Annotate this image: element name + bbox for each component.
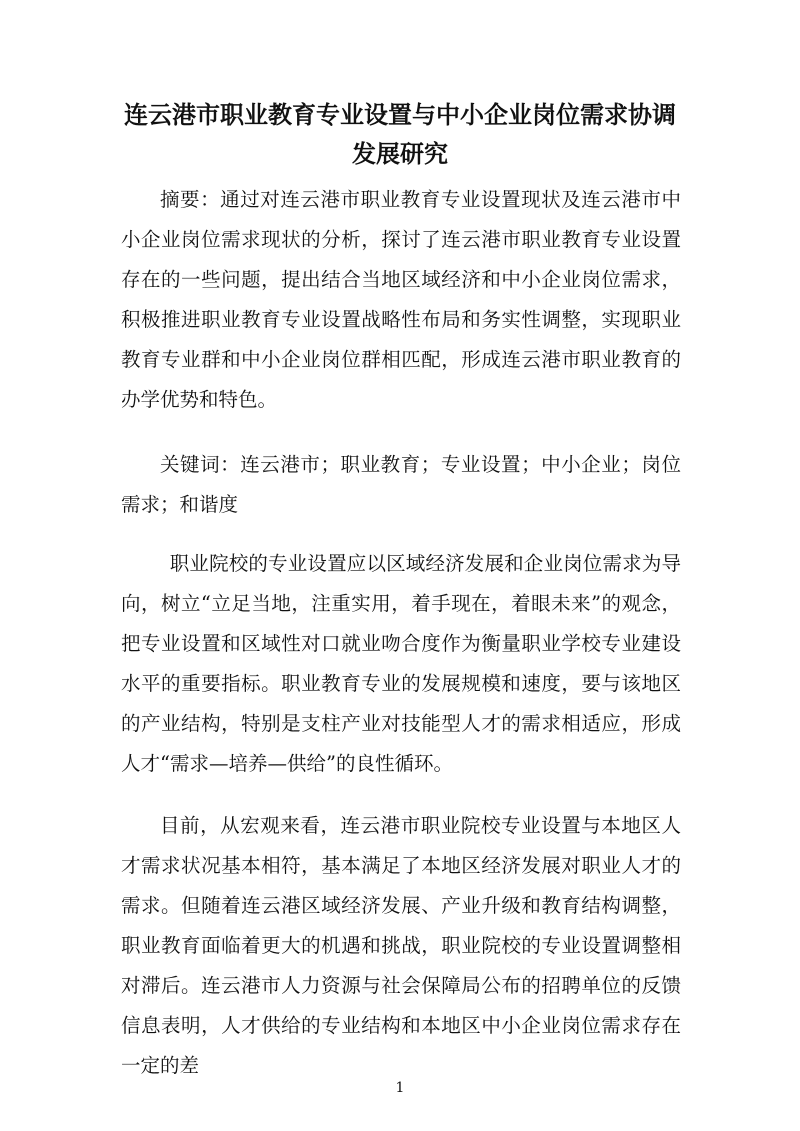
keywords-paragraph: 关键词：连云港市；职业教育；专业设置；中小企业；岗位需求；和谐度 [121, 453, 681, 516]
document-title: 连云港市职业教育专业设置与中小企业岗位需求协调发展研究 [124, 101, 676, 168]
page-number: 1 [395, 1080, 405, 1096]
abstract-paragraph: 摘要：通过对连云港市职业教育专业设置现状及连云港市中小企业岗位需求现状的分析，探讨了连云港市职业教育专业设置存在的一些问题，提出结合当地区域经济和中小企业岗位需求，积极推进职业教育专业设置战略性布局和务实性调整，实现职业教育专业群和中小企业岗位群相匹配，形成连云港市职业教育的办学优势和特色。 [121, 188, 681, 411]
body-paragraph: 职业院校的专业设置应以区域经济发展和企业岗位需求为导向，树立“立足当地，注重实用，着手现在，着眼未来”的观念，把专业设置和区域性对口就业吻合度作为衡量职业学校专业建设水平的重要指标。职业教育专业的发展规模和速度，要与该地区的产业结构，特别是支柱产业对技能型人才的需求相适应，形成人才“需求—培养—供给”的良性循环。 [121, 552, 681, 775]
body-paragraph: 目前，从宏观来看，连云港市职业院校专业设置与本地区人才需求状况基本相符，基本满足了本地区经济发展对职业人才的需求。但随着连云港区域经济发展、产业升级和教育结构调整，职业教育面临着更大的机遇和挑战，职业院校的专业设置调整相对滞后。连云港市人力资源与社会保障局公布的招聘单位的反馈信息表明，人才供给的专业结构和本地区中小企业岗位需求存在一定的差 [121, 814, 681, 1077]
